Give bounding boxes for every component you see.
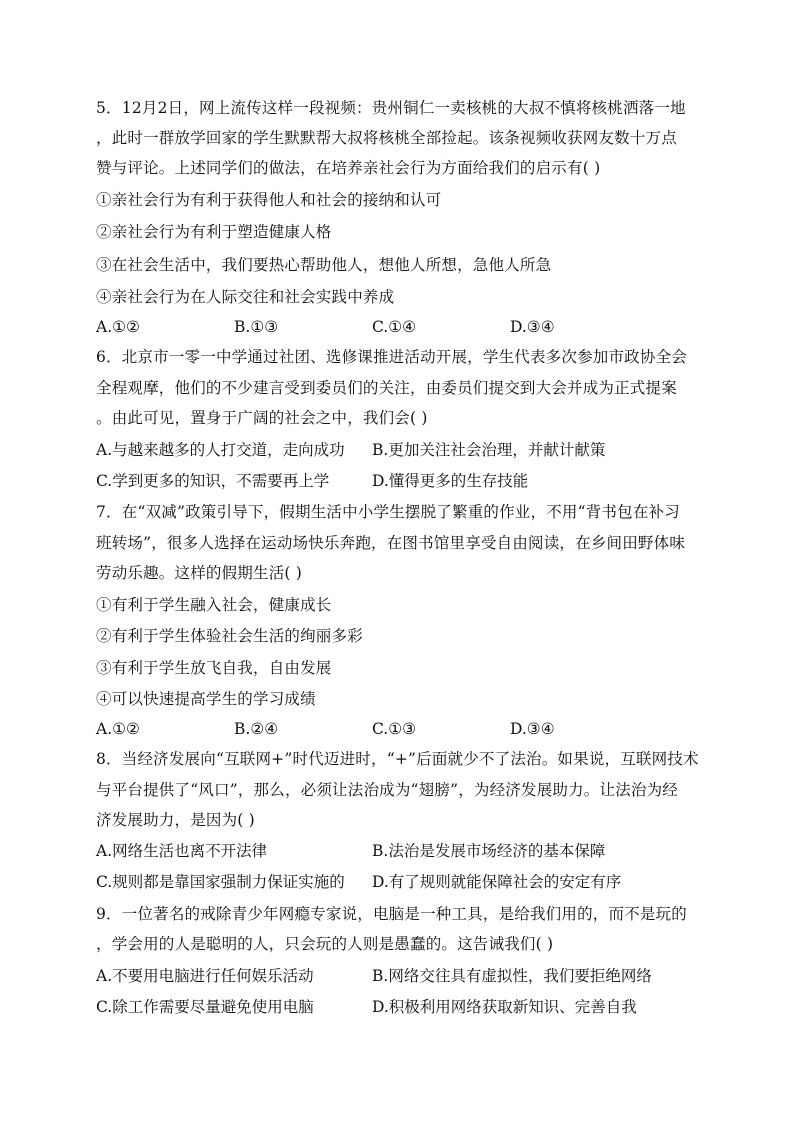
question-text-line: 与平台提供了“风口”，那么，必须让法治成为“翅膀”，为经济发展助力。让法治为经 xyxy=(96,781,678,799)
question-text-line: 6．北京市一零一中学通过社团、选修课推进活动开展，学生代表多次参加市政协全会 xyxy=(96,348,687,366)
options-row xyxy=(96,966,702,986)
options-row xyxy=(96,317,702,337)
statement-2: ②有利于学生体验社会生活的绚丽多彩 xyxy=(96,627,363,645)
question-text-line: 8．当经济发展向“互联网+”时代迈进时，“+”后面就少不了法治。如果说，互联网技术 xyxy=(96,750,699,768)
option-c[interactable]: C.①③ xyxy=(372,720,417,738)
statement-3: ③在社会生活中，我们要热心帮助他人，想他人所想，急他人所急 xyxy=(96,256,552,274)
question-text-line: 劳动乐趣。这样的假期生活( ) xyxy=(96,564,303,582)
statement-4: ④可以快速提高学生的学习成绩 xyxy=(96,690,316,708)
question-text-line: ，此时一群放学回家的学生默默帮大叔将核桃全部捡起。该条视频收获网友数十万点 xyxy=(96,129,677,147)
option-c[interactable]: C.学到更多的知识，不需要再上学 xyxy=(96,472,330,490)
option-d[interactable]: D.③④ xyxy=(510,318,555,336)
question-text-line: 。由此可见，置身于广阔的社会之中，我们会( ) xyxy=(96,409,428,427)
statement-1: ①有利于学生融入社会，健康成长 xyxy=(96,596,332,614)
option-a[interactable]: A.①② xyxy=(96,318,140,336)
question-text-line: ，学会用的人是聪明的人，只会玩的人则是愚蠢的。这告诫我们( ) xyxy=(96,935,554,953)
question-text-line: 济发展助力，是因为( ) xyxy=(96,811,255,829)
option-a[interactable]: A.不要用电脑进行任何娱乐活动 xyxy=(96,967,314,985)
option-c[interactable]: C.①④ xyxy=(372,318,417,336)
option-d[interactable]: D.懂得更多的生存技能 xyxy=(372,472,529,490)
option-c[interactable]: C.除工作需要尽量避免使用电脑 xyxy=(96,998,314,1016)
option-d[interactable]: D.有了规则就能保障社会的安定有序 xyxy=(372,873,622,891)
options-row xyxy=(96,997,702,1017)
question-text-line: 班转场”，很多人选择在运动场快乐奔跑，在图书馆里享受自由阅读，在乡间田野体味 xyxy=(96,534,686,552)
options-row xyxy=(96,471,702,491)
option-b[interactable]: B.①③ xyxy=(234,318,279,336)
options-row xyxy=(96,872,702,892)
option-a[interactable]: A.①② xyxy=(96,720,140,738)
statement-3: ③有利于学生放飞自我，自由发展 xyxy=(96,659,332,677)
question-text-line: 5．12月2日，网上流传这样一段视频：贵州铜仁一卖核桃的大叔不慎将核桃洒落一地 xyxy=(96,99,686,117)
option-b[interactable]: B.法治是发展市场经济的基本保障 xyxy=(372,842,606,860)
option-b[interactable]: B.更加关注社会治理，并献计献策 xyxy=(372,441,606,459)
option-a[interactable]: A.与越来越多的人打交道，走向成功 xyxy=(96,441,345,459)
statement-2: ②亲社会行为有利于塑造健康人格 xyxy=(96,223,332,241)
question-text-line: 赞与评论。上述同学们的做法，在培养亲社会行为方面给我们的启示有( ) xyxy=(96,159,601,177)
statement-1: ①亲社会行为有利于获得他人和社会的接纳和认可 xyxy=(96,191,442,209)
option-d[interactable]: D.③④ xyxy=(510,720,555,738)
option-b[interactable]: B.网络交往具有虚拟性，我们要拒绝网络 xyxy=(372,967,652,985)
question-text-line: 全程观摩，他们的不少建言受到委员们的关注，由委员们提交到大会并成为正式提案 xyxy=(96,379,677,397)
options-row xyxy=(96,719,702,739)
option-a[interactable]: A.网络生活也离不开法律 xyxy=(96,842,268,860)
question-text-line: 9．一位著名的戒除青少年网瘾专家说，电脑是一种工具，是给我们用的，而不是玩的 xyxy=(96,905,687,923)
option-b[interactable]: B.②④ xyxy=(234,720,279,738)
options-row xyxy=(96,440,702,460)
option-d[interactable]: D.积极利用网络获取新知识、完善自我 xyxy=(372,998,637,1016)
options-row xyxy=(96,841,702,861)
question-text-line: 7．在“双减”政策引导下，假期生活中小学生摆脱了繁重的作业，不用“背书包在补习 xyxy=(96,503,680,521)
statement-4: ④亲社会行为在人际交往和社会实践中养成 xyxy=(96,288,395,306)
option-c[interactable]: C.规则都是靠国家强制力保证实施的 xyxy=(96,873,345,891)
